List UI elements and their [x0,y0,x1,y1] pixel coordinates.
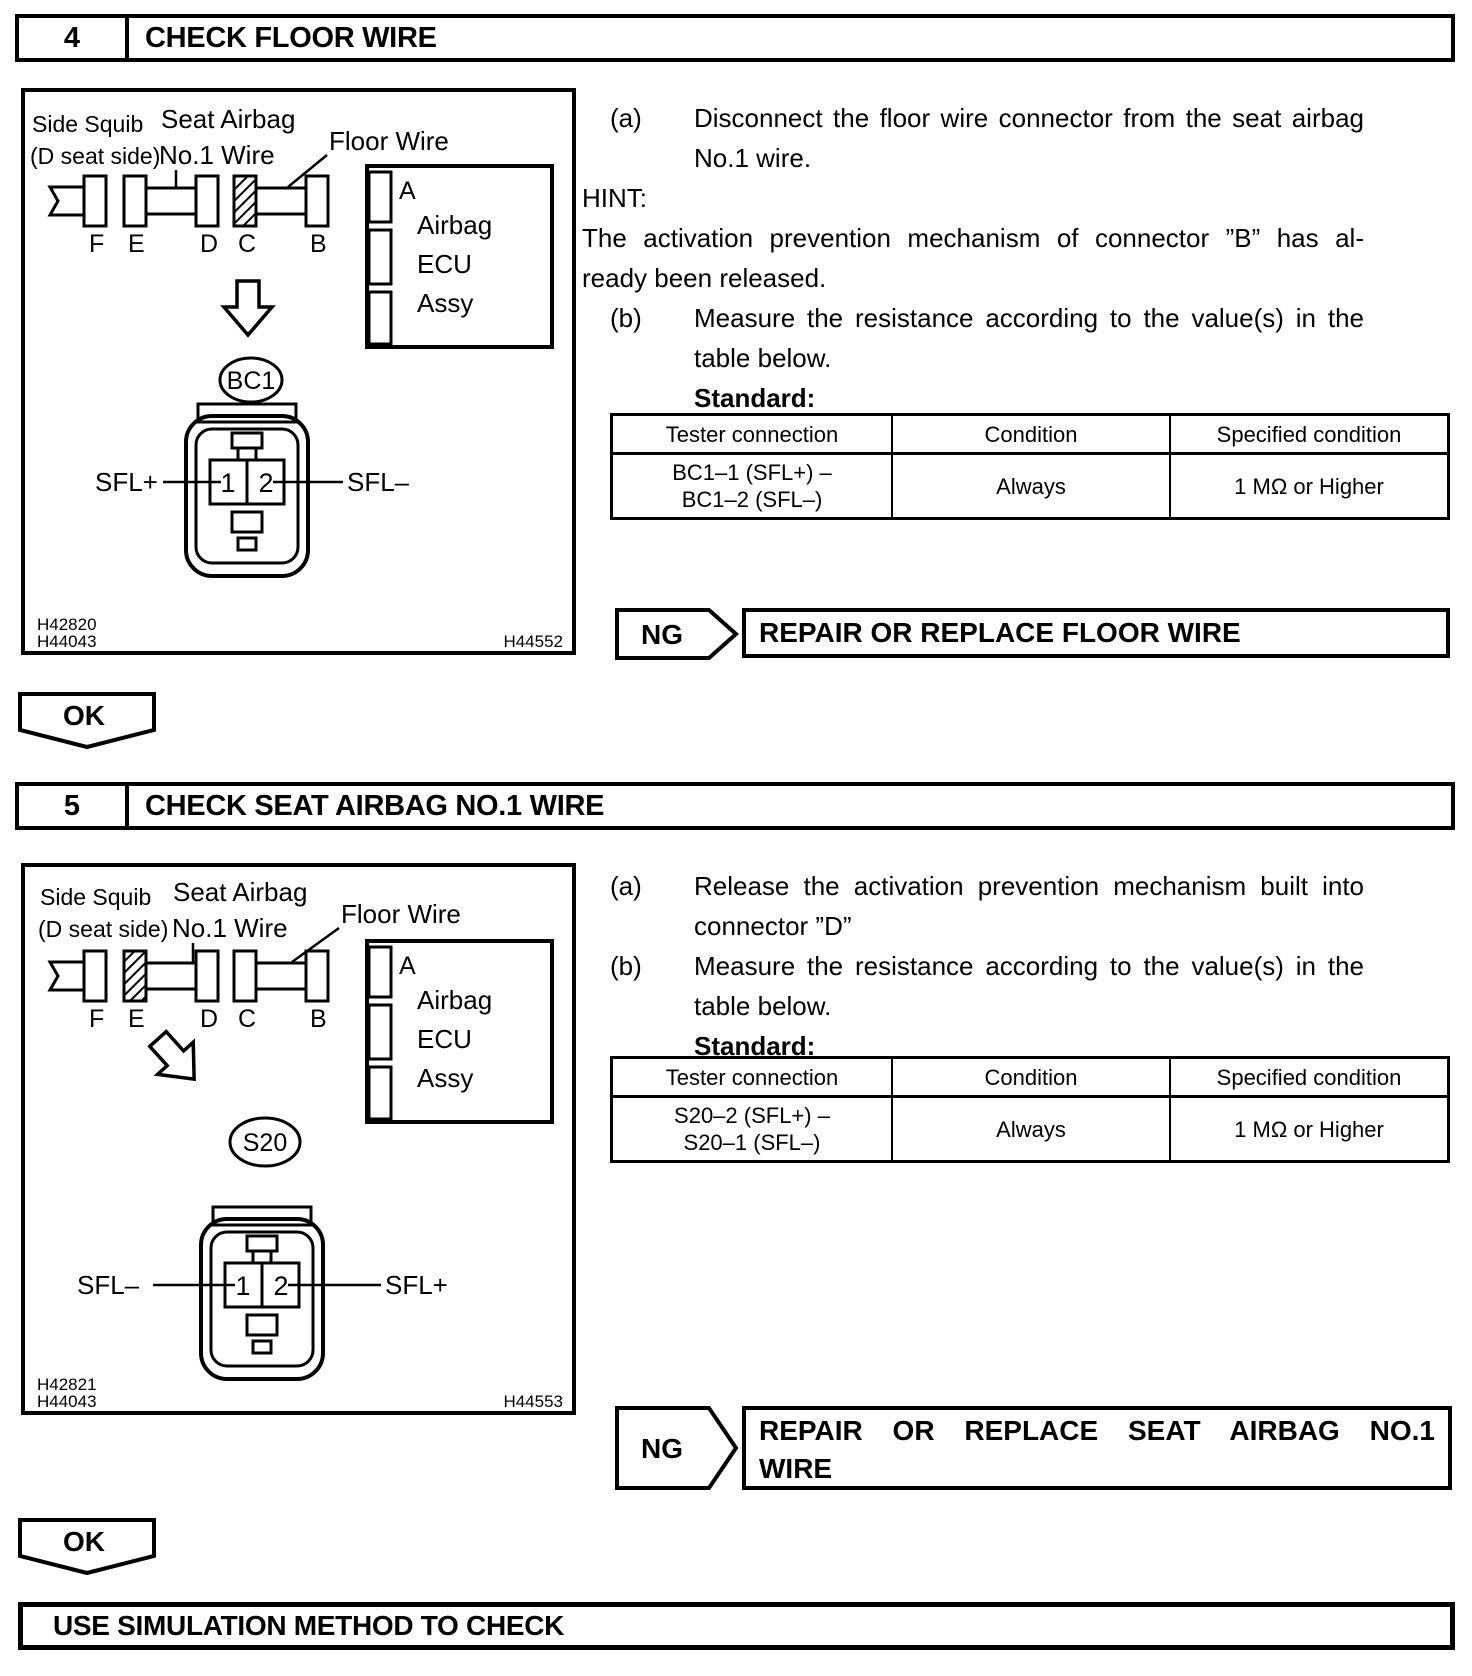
ecu-pin-a-label: A [399,177,416,205]
connector-c-highlighted [234,176,256,226]
right-pin-label: SFL+ [385,1270,448,1300]
connector-d-label: D [200,230,219,258]
ecu-pin-a-label: A [399,952,416,980]
connector-face-view [201,1207,323,1379]
seat-airbag-wire-label: Seat Airbag [161,104,296,134]
squib-wire-break [50,962,84,990]
wire-e-d [146,188,196,214]
figure-ref-3: H44553 [503,1392,563,1411]
step5-header [15,782,1455,830]
ecu-terminal-a [369,947,391,997]
step5-ok-label: OK [63,1526,105,1557]
connector-e-highlighted [124,951,146,1001]
ecu-terminal-2 [369,1005,391,1059]
step4-number: 4 [19,18,129,58]
down-arrow-icon [224,281,272,335]
ecu-name-line1: Airbag [417,210,493,240]
ecu-terminal-2 [369,230,391,284]
connector-b-label: B [310,230,327,258]
connector-b [306,176,328,226]
hint-line1: The activation prevention mechanism of connector ”B” has al- [582,223,1364,253]
step4-title: CHECK FLOOR WIRE [145,21,437,54]
step4-instructions [582,98,1364,418]
col-header-tester: Tester connection [613,1059,891,1098]
step4-ok-label: OK [63,700,105,731]
item-a-label: (a) [610,103,642,133]
step4-ng-arrow [615,608,739,660]
item-b-line1: Measure the resistance according to the value(s) in the [694,951,1364,981]
tester-connection-value: S20–2 (SFL+) – S20–1 (SFL–) [674,1103,830,1155]
connector-id-text: BC1 [226,367,276,395]
figure-ref-2: H44043 [37,1392,97,1411]
floor-wire-label: Floor Wire [329,126,449,156]
connector-d [196,176,218,226]
specified-condition-value: 1 MΩ or Higher [1169,455,1447,517]
seat-airbag-wire-label: Seat Airbag [173,877,308,907]
figure-ref-1: H42820 [37,615,97,634]
connector-e-label: E [128,1005,145,1033]
step4-spec-table [610,413,1450,520]
step5-figure [21,863,576,1415]
wire-e-d [146,963,196,989]
step5-number: 5 [19,786,129,826]
item-b-line2: table below. [694,343,832,373]
connector-face-view [186,404,308,576]
connector-f [84,951,106,1001]
condition-value: Always [891,455,1169,517]
next-action-bar: USE SIMULATION METHOD TO CHECK [18,1602,1455,1650]
connector-c-label: C [238,1005,257,1033]
connector-f-label: F [89,1005,105,1033]
connector-c-label: C [238,230,257,258]
side-squib-sublabel: (D seat side) [30,143,161,169]
left-pin-label: SFL+ [95,467,158,497]
step4-figure-drawing [25,92,572,651]
item-a-line2: connector ”D” [694,911,852,941]
step5-ng-action: REPAIR OR REPLACE SEAT AIRBAG NO.1 WIRE [742,1406,1452,1490]
connector-d [196,951,218,1001]
col-header-specified: Specified condition [1169,416,1447,455]
figure-ref-2: H44043 [37,632,97,651]
item-b-label: (b) [610,951,642,981]
step4-item-a [582,98,1364,178]
right-pin-label: SFL– [347,467,410,497]
pin-2-number: 2 [258,468,274,498]
seat-airbag-wire-sublabel: No.1 Wire [172,913,288,943]
pin-2-number: 2 [273,1271,289,1301]
figure-ref-1: H42821 [37,1375,97,1394]
step4-item-b [582,298,1364,378]
col-header-specified: Specified condition [1169,1059,1447,1098]
step5-item-a [582,866,1364,946]
step5-figure-drawing [25,867,572,1411]
seat-airbag-wire-sublabel: No.1 Wire [159,140,275,170]
step4-figure [21,88,576,655]
step5-ng-label: NG [641,1433,683,1464]
down-right-arrow-icon [140,1023,212,1095]
wire-c-b [256,188,306,214]
col-header-condition: Condition [891,416,1169,455]
side-squib-label: Side Squib [40,884,152,910]
ecu-name-line2: ECU [417,1024,472,1054]
ecu-name-line1: Airbag [417,985,493,1015]
step4-ng-action: REPAIR OR REPLACE FLOOR WIRE [742,608,1450,658]
connector-b [306,951,328,1001]
step5-item-b [582,946,1364,1026]
step4-ng-label: NG [641,619,683,650]
ecu-name-line2: ECU [417,249,472,279]
item-b-label: (b) [610,303,642,333]
standard-label: Standard: [694,1031,816,1061]
item-a-line2: No.1 wire. [694,143,812,173]
side-squib-label: Side Squib [32,111,144,137]
ecu-terminal-3 [369,292,391,344]
airbag-ecu-assy [367,166,552,347]
col-header-tester: Tester connection [613,416,891,455]
connector-b-label: B [310,1005,327,1033]
pin-1-number: 1 [235,1271,251,1301]
wire-harness-chain [50,951,328,1001]
item-b-line2: table below. [694,991,832,1021]
squib-wire-break [50,187,84,215]
step5-ok-arrow [18,1518,157,1576]
ecu-name-line3: Assy [417,1063,474,1093]
connector-f [84,176,106,226]
ecu-terminal-3 [369,1067,391,1119]
step4-header [15,14,1455,62]
connector-d-label: D [200,1005,219,1033]
ecu-name-line3: Assy [417,288,474,318]
connector-id-text: S20 [242,1129,288,1157]
connector-c [234,951,256,1001]
hint-line2: ready been released. [582,263,827,293]
item-b-line1: Measure the resistance according to the value(s) in the [694,303,1364,333]
ecu-terminal-a [369,172,391,222]
wire-c-b [256,963,306,989]
figure-ref-3: H44552 [503,632,563,651]
hint-label: HINT: [582,183,647,213]
step5-spec-table [610,1056,1450,1163]
step5-title: CHECK SEAT AIRBAG NO.1 WIRE [145,789,605,822]
connector-e-label: E [128,230,145,258]
connector-f-label: F [89,230,105,258]
step5-instructions [582,866,1364,1066]
airbag-ecu-assy [367,941,552,1122]
specified-condition-value: 1 MΩ or Higher [1169,1098,1447,1160]
condition-value: Always [891,1098,1169,1160]
connector-e [124,176,146,226]
pin-1-number: 1 [220,468,236,498]
item-a-line1: Disconnect the floor wire connector from the seat airbag [694,103,1364,133]
step5-ng-arrow [615,1406,739,1490]
item-a-label: (a) [610,871,642,901]
wire-harness-chain [50,176,328,226]
item-a-line1: Release the activation prevention mechanism built into [694,871,1364,901]
left-pin-label: SFL– [77,1270,140,1300]
col-header-condition: Condition [891,1059,1169,1098]
step4-ok-arrow [18,692,157,750]
floor-wire-label: Floor Wire [341,899,461,929]
side-squib-sublabel: (D seat side) [38,916,169,942]
standard-label: Standard: [694,383,816,413]
tester-connection-value: BC1–1 (SFL+) – BC1–2 (SFL–) [672,460,832,512]
